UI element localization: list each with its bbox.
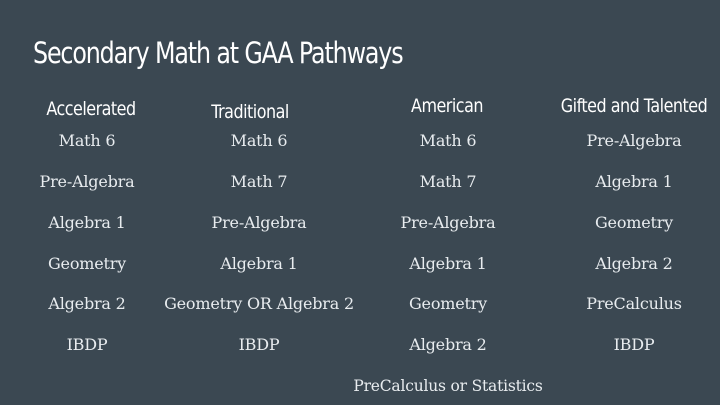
course-cell: IBDP	[613, 335, 655, 354]
course-cell: Geometry	[47, 254, 127, 273]
course-cell: Algebra 2	[595, 254, 673, 273]
course-cell: Math 7	[230, 172, 288, 191]
course-cell: Geometry OR Algebra 2	[164, 294, 354, 313]
course-cell: Geometry	[408, 294, 488, 313]
column-header-traditional: Traditional	[211, 101, 289, 123]
course-cell: Algebra 2	[48, 294, 126, 313]
course-cell: Algebra 1	[409, 254, 487, 273]
course-cell: Pre-Algebra	[211, 213, 307, 232]
column-header-american: American	[411, 95, 483, 117]
course-cell: Algebra 1	[48, 213, 126, 232]
course-cell: Algebra 1	[220, 254, 298, 273]
course-cell: Algebra 2	[409, 335, 487, 354]
course-cell: Math 7	[419, 172, 477, 191]
course-cell: Pre-Algebra	[586, 131, 682, 150]
column-header-gifted-and-talented: Gifted and Talented	[560, 95, 708, 117]
course-cell: Geometry	[594, 213, 674, 232]
course-cell: Math 6	[419, 131, 477, 150]
course-cell: Algebra 1	[595, 172, 673, 191]
course-cell-extra: PreCalculus or Statistics	[353, 377, 543, 395]
course-cell: Math 6	[58, 131, 116, 150]
course-cell: Pre-Algebra	[400, 213, 496, 232]
course-cell: IBDP	[66, 335, 108, 354]
course-cell: PreCalculus	[586, 294, 682, 313]
course-cell: Pre-Algebra	[39, 172, 135, 191]
course-cell: Math 6	[230, 131, 288, 150]
column-header-accelerated: Accelerated	[46, 98, 136, 120]
course-cell: IBDP	[238, 335, 280, 354]
slide-title: Secondary Math at GAA Pathways	[33, 36, 403, 70]
